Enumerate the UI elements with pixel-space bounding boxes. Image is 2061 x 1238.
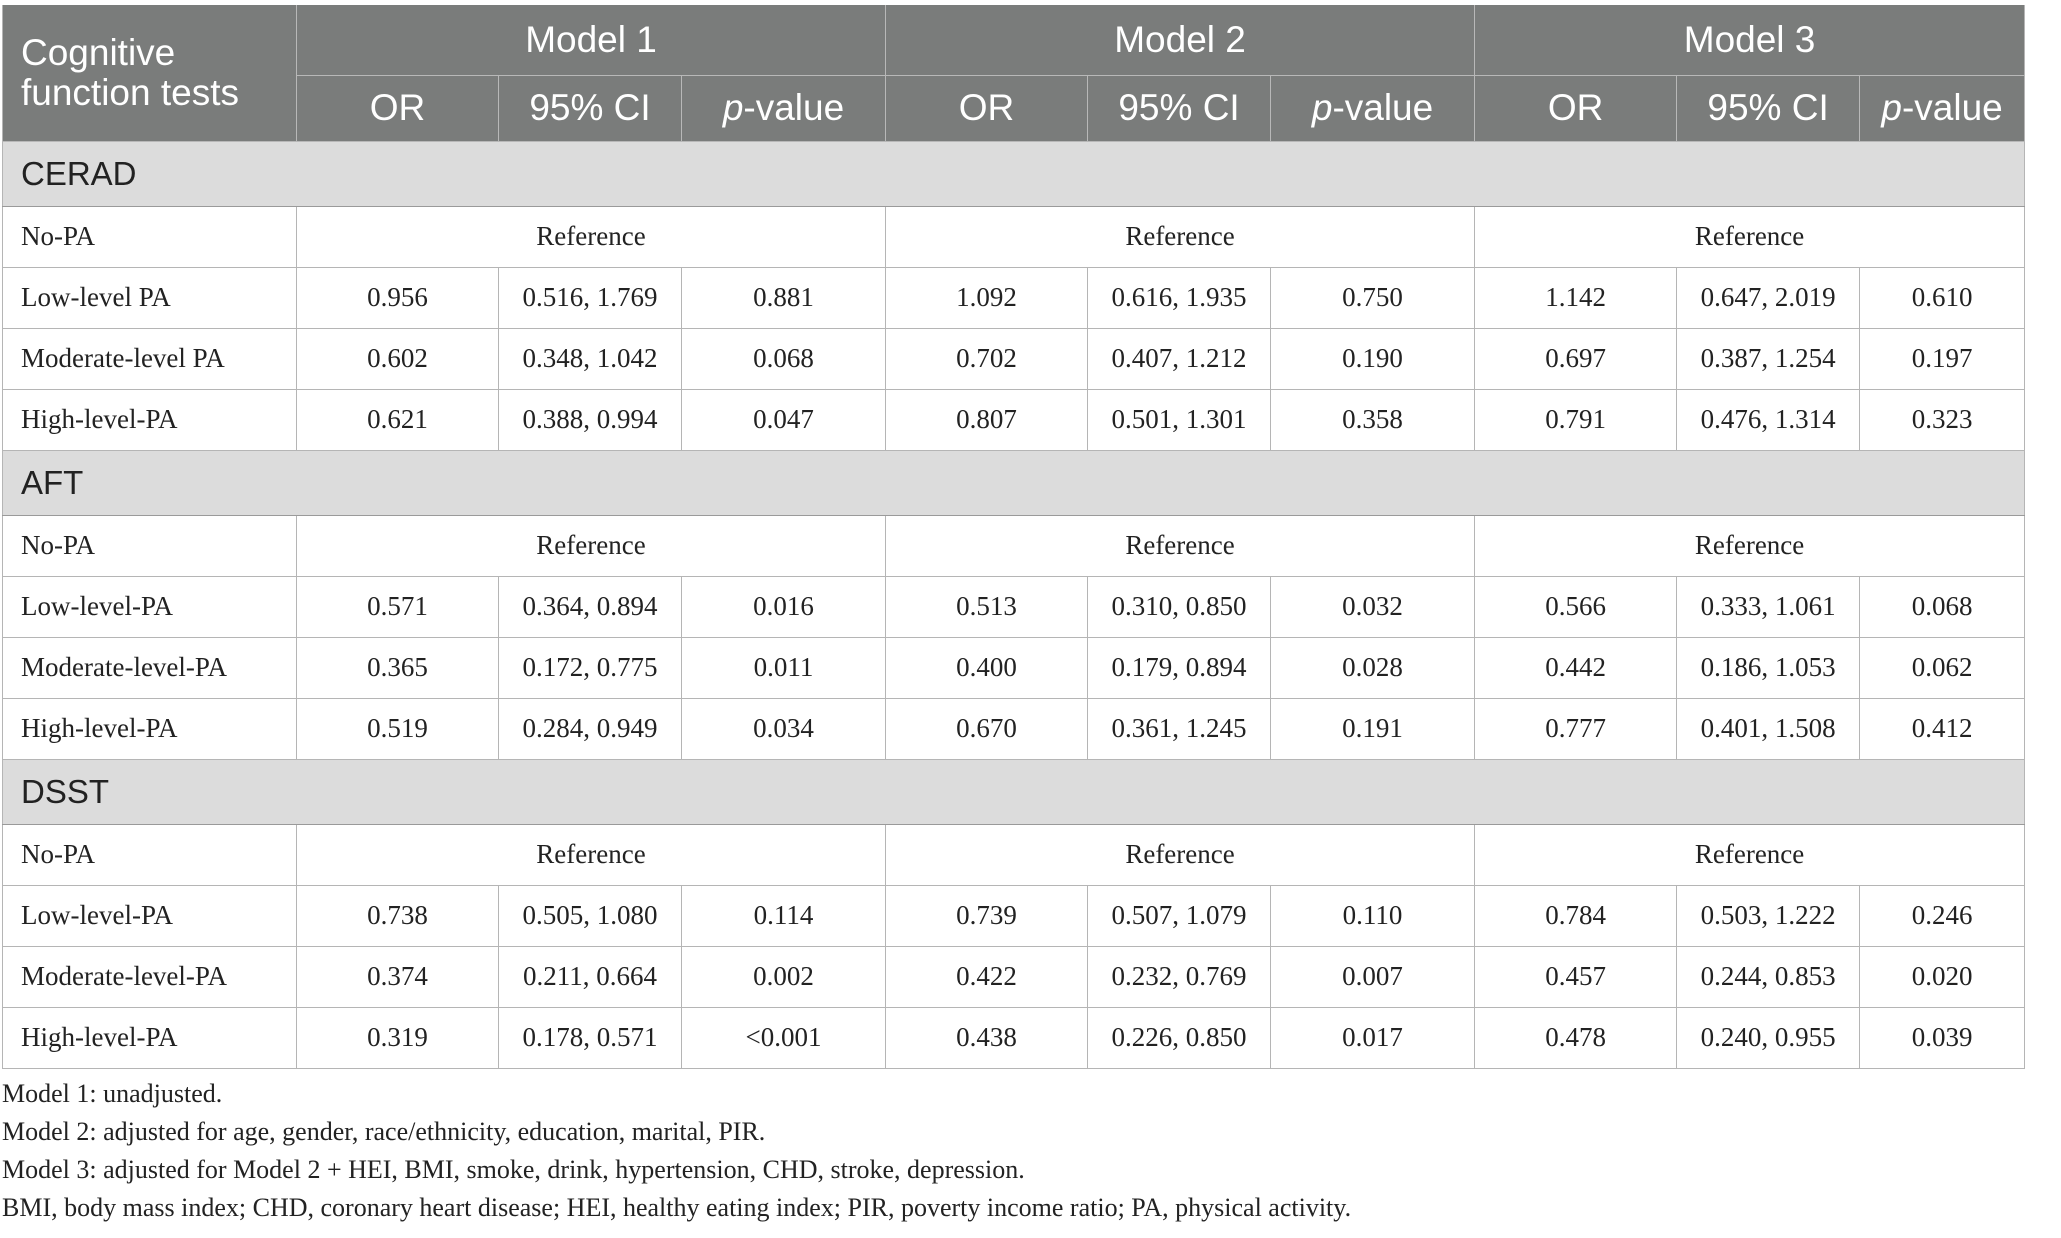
or-cell: 0.457 [1475,946,1677,1007]
or-cell: 0.621 [297,389,499,450]
header-p-value: p-value [682,75,886,141]
ci-cell: 0.361, 1.245 [1088,698,1271,759]
ci-cell: 0.364, 0.894 [499,576,682,637]
or-cell: 0.519 [297,698,499,759]
p-value-cell: 0.323 [1860,389,2025,450]
table-footnotes [2,1075,2024,1227]
p-value-cell: 0.011 [682,637,886,698]
header-p-value: p-value [1860,75,2025,141]
header-ci: 95% CI [1088,75,1271,141]
header-model-1: Model 1 [297,5,886,75]
ci-cell: 0.503, 1.222 [1677,885,1860,946]
table-row [3,515,2025,576]
table-body [3,141,2025,1068]
row-label: No-PA [3,515,297,576]
ci-cell: 0.211, 0.664 [499,946,682,1007]
row-label: No-PA [3,206,297,267]
row-label: No-PA [3,824,297,885]
ci-cell: 0.333, 1.061 [1677,576,1860,637]
footnote-line: BMI, body mass index; CHD, coronary heart disease; HEI, healthy eating index; PIR, poverty income ratio; PA, physical activity. [2,1192,1352,1222]
ci-cell: 0.507, 1.079 [1088,885,1271,946]
or-cell: 0.807 [886,389,1088,450]
table-row [3,576,2025,637]
ci-cell: 0.178, 0.571 [499,1007,682,1068]
or-cell: 0.956 [297,267,499,328]
p-value-cell: 0.412 [1860,698,2025,759]
reference-cell: Reference [886,515,1475,576]
or-cell: 0.566 [1475,576,1677,637]
table-row [3,328,2025,389]
or-cell: 0.513 [886,576,1088,637]
table-row [3,698,2025,759]
p-value-cell: 0.032 [1271,576,1475,637]
row-label: High-level-PA [3,1007,297,1068]
header-or: OR [1475,75,1677,141]
ci-cell: 0.240, 0.955 [1677,1007,1860,1068]
or-cell: 0.374 [297,946,499,1007]
row-label: Moderate-level PA [3,328,297,389]
p-value-cell: 0.007 [1271,946,1475,1007]
p-value-cell: 0.114 [682,885,886,946]
or-cell: 0.438 [886,1007,1088,1068]
or-cell: 0.791 [1475,389,1677,450]
header-cognitive-tests [3,5,297,141]
results-table-container [2,5,2024,1227]
table-row [3,206,2025,267]
ci-cell: 0.501, 1.301 [1088,389,1271,450]
ci-cell: 0.172, 0.775 [499,637,682,698]
p-value-cell: 0.110 [1271,885,1475,946]
header-corner-line2: function tests [21,71,240,113]
p-value-cell: 0.190 [1271,328,1475,389]
or-cell: 0.784 [1475,885,1677,946]
or-cell: 0.777 [1475,698,1677,759]
footnote-line: Model 2: adjusted for age, gender, race/ethnicity, education, marital, PIR. [2,1116,766,1146]
p-value-cell: 0.068 [682,328,886,389]
ci-cell: 0.226, 0.850 [1088,1007,1271,1068]
ci-cell: 0.284, 0.949 [499,698,682,759]
ci-cell: 0.179, 0.894 [1088,637,1271,698]
section-title: DSST [3,759,2025,824]
footnote-line: Model 1: unadjusted. [2,1078,223,1108]
row-label: Moderate-level-PA [3,946,297,1007]
p-value-cell: 0.034 [682,698,886,759]
or-cell: 0.602 [297,328,499,389]
table-row [3,637,2025,698]
p-value-cell: <0.001 [682,1007,886,1068]
ci-cell: 0.476, 1.314 [1677,389,1860,450]
or-cell: 0.365 [297,637,499,698]
or-cell: 0.571 [297,576,499,637]
ci-cell: 0.505, 1.080 [499,885,682,946]
table-row [3,885,2025,946]
header-ci: 95% CI [1677,75,1860,141]
table-row [3,267,2025,328]
header-row-models [3,5,2025,75]
ci-cell: 0.348, 1.042 [499,328,682,389]
footnote-line: Model 3: adjusted for Model 2 + HEI, BMI, smoke, drink, hypertension, CHD, stroke, depression. [2,1154,1025,1184]
p-value-cell: 0.047 [682,389,886,450]
table-row [3,824,2025,885]
p-value-cell: 0.016 [682,576,886,637]
or-cell: 0.319 [297,1007,499,1068]
p-value-cell: 0.002 [682,946,886,1007]
table-row [3,1007,2025,1068]
ci-cell: 0.310, 0.850 [1088,576,1271,637]
p-value-cell: 0.881 [682,267,886,328]
p-value-cell: 0.750 [1271,267,1475,328]
ci-cell: 0.616, 1.935 [1088,267,1271,328]
header-model-3: Model 3 [1475,5,2025,75]
reference-cell: Reference [1475,515,2025,576]
p-value-cell: 0.191 [1271,698,1475,759]
p-value-cell: 0.028 [1271,637,1475,698]
p-value-cell: 0.062 [1860,637,2025,698]
or-cell: 0.442 [1475,637,1677,698]
reference-cell: Reference [1475,824,2025,885]
or-cell: 1.092 [886,267,1088,328]
reference-cell: Reference [886,206,1475,267]
table-row [3,946,2025,1007]
p-value-cell: 0.358 [1271,389,1475,450]
header-model-2: Model 2 [886,5,1475,75]
p-value-cell: 0.017 [1271,1007,1475,1068]
or-cell: 0.739 [886,885,1088,946]
p-value-cell: 0.197 [1860,328,2025,389]
header-ci: 95% CI [499,75,682,141]
header-or: OR [886,75,1088,141]
ci-cell: 0.186, 1.053 [1677,637,1860,698]
or-cell: 0.478 [1475,1007,1677,1068]
or-cell: 0.697 [1475,328,1677,389]
section-row-aft [3,450,2025,515]
or-cell: 0.422 [886,946,1088,1007]
section-row-dsst [3,759,2025,824]
reference-cell: Reference [297,206,886,267]
ci-cell: 0.516, 1.769 [499,267,682,328]
odds-ratio-table [2,5,2025,1069]
reference-cell: Reference [297,515,886,576]
p-value-cell: 0.068 [1860,576,2025,637]
p-value-cell: 0.610 [1860,267,2025,328]
p-value-cell: 0.020 [1860,946,2025,1007]
ci-cell: 0.647, 2.019 [1677,267,1860,328]
or-cell: 0.670 [886,698,1088,759]
ci-cell: 0.401, 1.508 [1677,698,1860,759]
table-row [3,389,2025,450]
reference-cell: Reference [297,824,886,885]
p-value-cell: 0.246 [1860,885,2025,946]
ci-cell: 0.387, 1.254 [1677,328,1860,389]
header-corner-line1: Cognitive [21,31,176,73]
section-row-cerad [3,141,2025,206]
or-cell: 0.400 [886,637,1088,698]
ci-cell: 0.407, 1.212 [1088,328,1271,389]
header-row-stats [3,75,2025,141]
or-cell: 0.738 [297,885,499,946]
row-label: High-level-PA [3,698,297,759]
reference-cell: Reference [1475,206,2025,267]
ci-cell: 0.232, 0.769 [1088,946,1271,1007]
row-label: Low-level PA [3,267,297,328]
p-value-cell: 0.039 [1860,1007,2025,1068]
row-label: Moderate-level-PA [3,637,297,698]
row-label: Low-level-PA [3,885,297,946]
section-title: CERAD [3,141,2025,206]
ci-cell: 0.388, 0.994 [499,389,682,450]
row-label: Low-level-PA [3,576,297,637]
row-label: High-level-PA [3,389,297,450]
reference-cell: Reference [886,824,1475,885]
ci-cell: 0.244, 0.853 [1677,946,1860,1007]
header-p-value: p-value [1271,75,1475,141]
or-cell: 0.702 [886,328,1088,389]
section-title: AFT [3,450,2025,515]
header-or: OR [297,75,499,141]
or-cell: 1.142 [1475,267,1677,328]
